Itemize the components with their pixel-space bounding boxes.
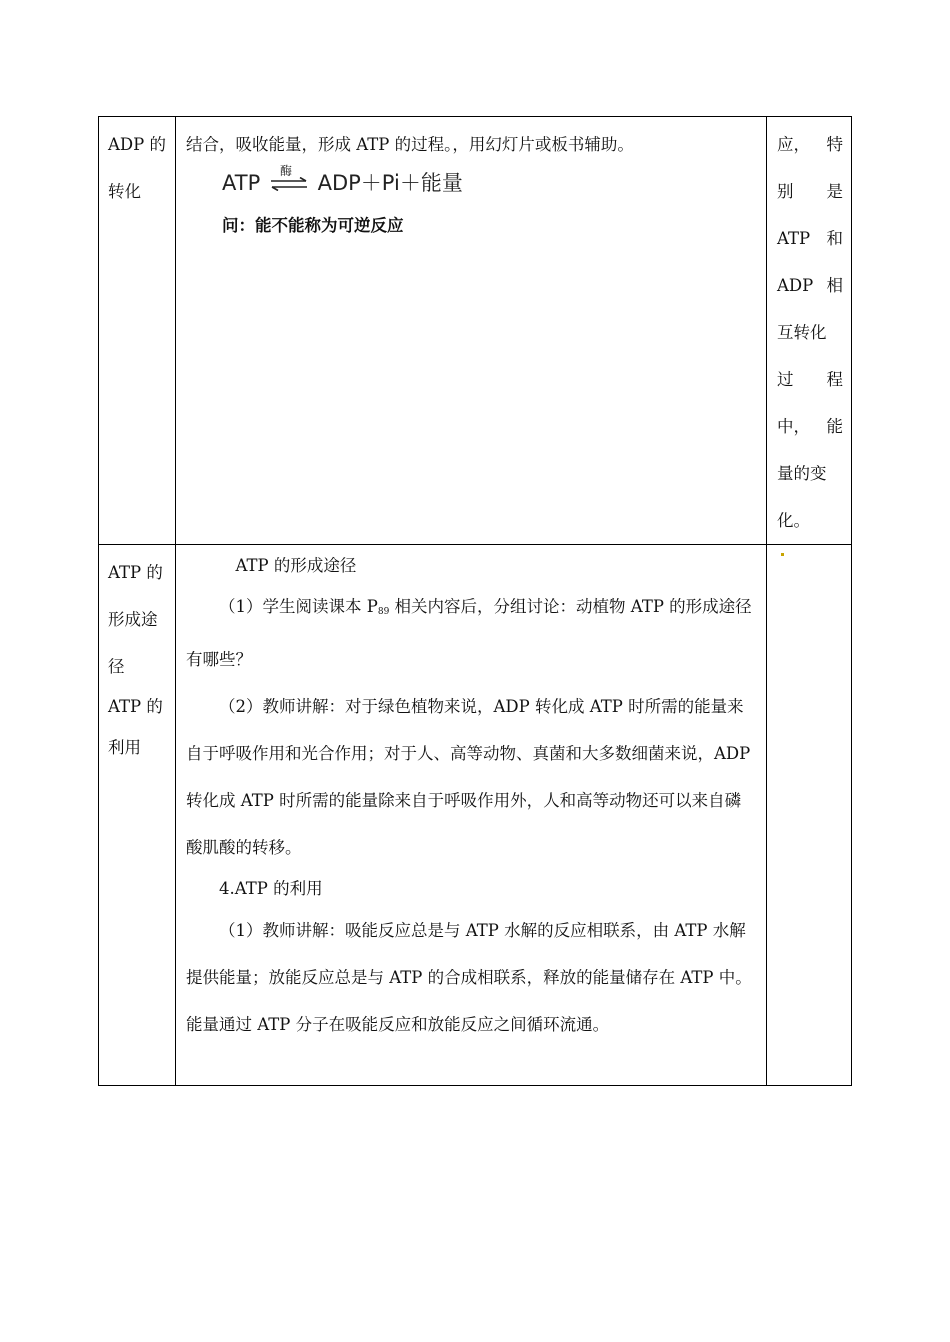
note-text: 别 bbox=[777, 182, 794, 201]
topic-line: ADP 的 bbox=[108, 135, 166, 154]
question: 问：能不能称为可逆反应 bbox=[222, 216, 404, 235]
topic-line: 形成途 bbox=[108, 610, 158, 629]
note-text: 和 bbox=[826, 229, 843, 248]
topic-line: ATP 的 bbox=[108, 563, 163, 582]
topic-cell bbox=[99, 117, 176, 545]
paragraph bbox=[186, 583, 756, 683]
table-row bbox=[99, 545, 852, 1086]
note-cell bbox=[767, 117, 852, 545]
note-text: 相 bbox=[826, 276, 843, 295]
note-text: ATP bbox=[777, 229, 811, 248]
note-text: 量的变 bbox=[777, 464, 827, 483]
lesson-table bbox=[98, 116, 852, 1086]
paragraph: （2）教师讲解：对于绿色植物来说，ADP 转化成 ATP 时所需的能量来自于呼吸作用和光合作用；对于人、高等动物、真菌和大多数细菌来说，ADP 转化成 ATP 时所需的能量除来自于呼吸作用外，人和高等动物还可以来自磷酸肌酸的转移。 bbox=[186, 697, 751, 857]
equation-enzyme: 酶 bbox=[280, 164, 293, 178]
mark-dot bbox=[781, 553, 784, 556]
note-cell bbox=[767, 545, 852, 1086]
paragraph-text: （1）学生阅读课本 P bbox=[219, 597, 378, 616]
content-cell bbox=[176, 117, 767, 545]
paragraph: （1）教师讲解：吸能反应总是与 ATP 水解的反应相联系，由 ATP 水解提供能量；放能反应总是与 ATP 的合成相联系，释放的能量储存在 ATP 中。能量通过 ATP 分子在吸能反应和放能反应之间循环流通。 bbox=[186, 921, 752, 1034]
topic-line: 转化 bbox=[108, 182, 141, 201]
topic-line: 径 bbox=[108, 657, 125, 676]
topic-line: 利用 bbox=[108, 738, 141, 757]
equation bbox=[186, 164, 756, 208]
note-text: 过 bbox=[777, 370, 794, 389]
note-text: 化。 bbox=[777, 511, 810, 530]
table-row bbox=[99, 117, 852, 545]
note-text: 能 bbox=[826, 417, 843, 436]
note-text: ADP bbox=[777, 276, 814, 295]
note-text: 应， bbox=[777, 135, 810, 154]
section-heading: ATP 的形成途径 bbox=[235, 556, 357, 575]
equation-right: ADP＋Pi＋能量 bbox=[317, 171, 463, 195]
note-text: 特 bbox=[826, 135, 843, 154]
note-text: 程 bbox=[826, 370, 843, 389]
paragraph: 结合，吸收能量，形成 ATP 的过程。，用幻灯片或板书辅助。 bbox=[186, 135, 634, 154]
content-cell bbox=[176, 545, 767, 1086]
section-heading: 4.ATP 的利用 bbox=[219, 879, 323, 898]
topic-cell bbox=[99, 545, 176, 1086]
note-text: 互转化 bbox=[777, 323, 827, 342]
topic-line: ATP 的 bbox=[108, 697, 163, 716]
page-subscript: 89 bbox=[377, 607, 390, 617]
paragraph-text: 相关内容后，分组讨论：动植物 ATP 的形成途径有哪些？ bbox=[186, 597, 752, 669]
note-text: 是 bbox=[826, 182, 843, 201]
note-text: 中， bbox=[777, 417, 810, 436]
equation-left: ATP bbox=[222, 171, 261, 195]
